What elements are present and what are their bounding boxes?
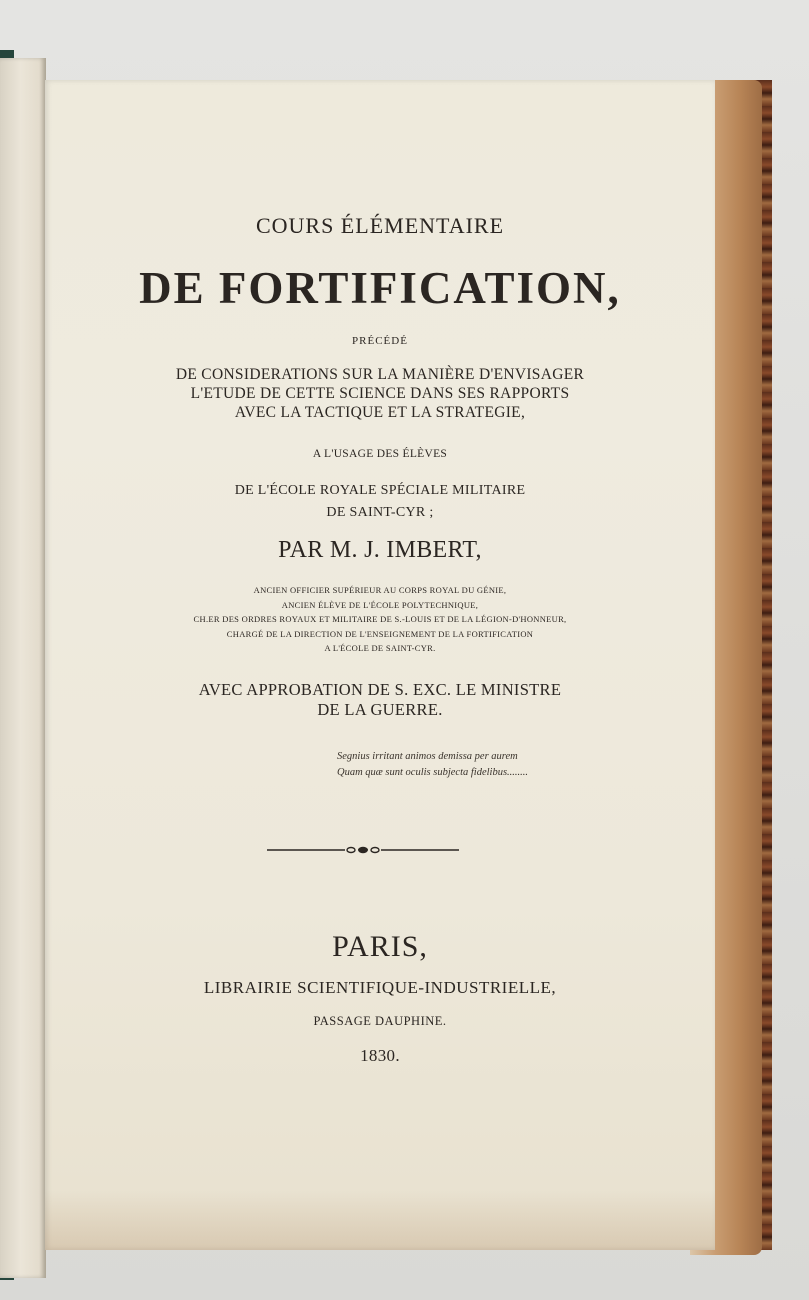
considerations-line: DE CONSIDERATIONS SUR LA MANIÈRE D'ENVISAGER (175, 366, 585, 383)
preceded-label: PRÉCÉDÉ (352, 335, 408, 347)
approbation-line: DE LA GUERRE. (317, 700, 443, 719)
publisher-address: PASSAGE DAUPHINE. (313, 1014, 447, 1028)
credential-line: A L'ÉCOLE DE SAINT-CYR. (324, 643, 436, 653)
credential-line: CHARGÉ DE LA DIRECTION DE L'ENSEIGNEMENT DE LA FORTIFICATION (226, 628, 534, 639)
imprint-city: PARIS, (332, 930, 428, 963)
latin-motto (337, 749, 597, 781)
considerations-line: AVEC LA TACTIQUE ET LA STRATEGIE, (234, 404, 526, 421)
usage-line: A L'USAGE DES ÉLÈVES (312, 448, 448, 460)
publisher-name: LIBRAIRIE SCIENTIFIQUE-INDUSTRIELLE, (203, 978, 557, 997)
author-credentials (45, 583, 715, 656)
credential-line: CH.ER DES ORDRES ROYAUX ET MILITAIRE DE S.-LOUIS ET DE LA LÉGION-D'HONNEUR, (193, 614, 567, 624)
title-page (45, 80, 715, 1250)
left-page-leaf (0, 58, 46, 1278)
credential-line: ANCIEN OFFICIER SUPÉRIEUR AU CORPS ROYAL DU GÉNIE, (253, 585, 507, 595)
motto-line: Segnius irritant animos demissa per aurem (337, 751, 518, 762)
considerations-line: L'ETUDE DE CETTE SCIENCE DANS SES RAPPORTS (190, 385, 570, 402)
credential-line: ANCIEN ÉLÈVE DE L'ÉCOLE POLYTECHNIQUE, (281, 599, 479, 610)
ecole-block (45, 480, 715, 524)
ecole-line: DE SAINT-CYR ; (326, 505, 434, 520)
approbation-block (45, 680, 715, 720)
motto-line: Quam quæ sunt oculis subjecta fidelibus........ (337, 767, 529, 778)
ecole-line: DE L'ÉCOLE ROYALE SPÉCIALE MILITAIRE (234, 483, 526, 498)
title-line-1: COURS ÉLÉMENTAIRE (255, 213, 505, 238)
approbation-line: AVEC APPROBATION DE S. EXC. LE MINISTRE (198, 680, 562, 699)
author-line: PAR M. J. IMBERT, (278, 537, 482, 563)
ornamental-rule (267, 844, 459, 856)
main-title: DE FORTIFICATION, (139, 263, 621, 313)
considerations-block (45, 365, 715, 422)
publication-year: 1830. (360, 1046, 400, 1065)
